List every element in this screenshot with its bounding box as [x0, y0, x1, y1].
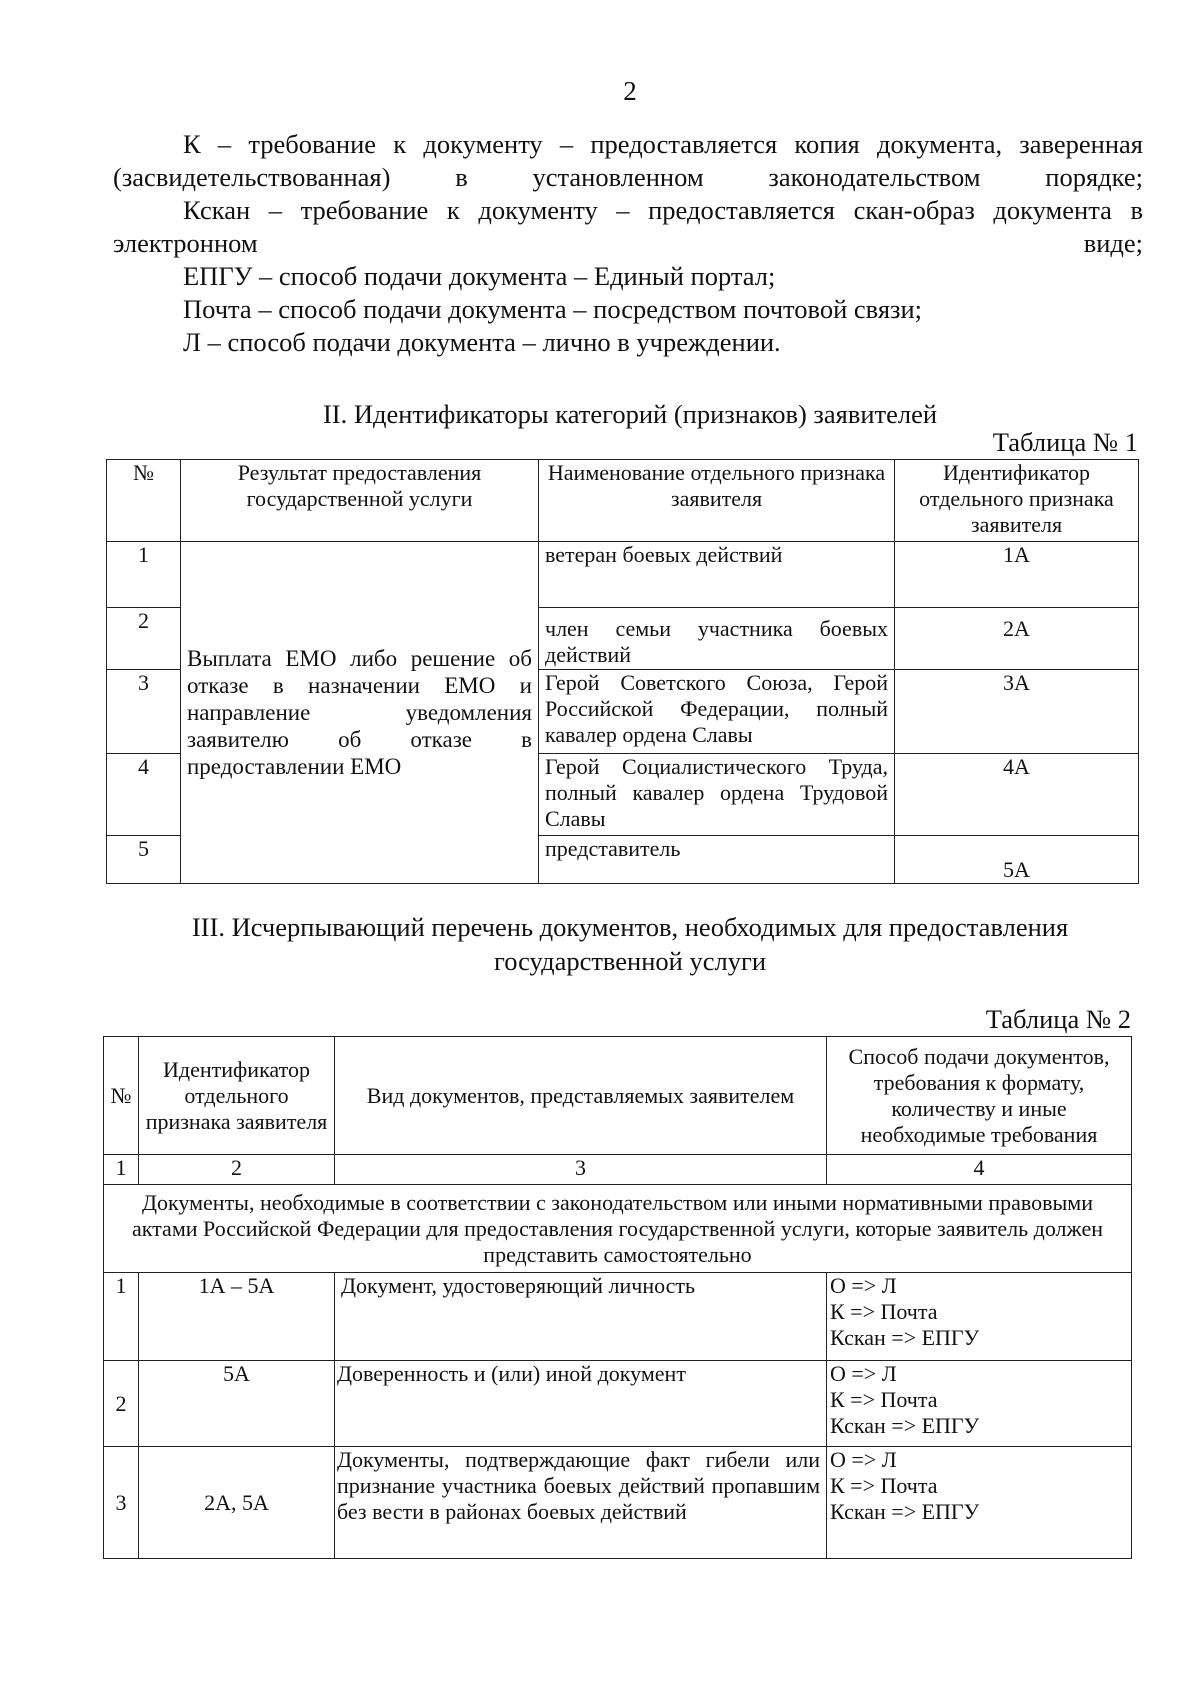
group-header-row — [104, 1185, 1132, 1273]
column-number: 3 — [335, 1155, 827, 1185]
document-type: Документ, удостоверяющий личность — [335, 1273, 827, 1361]
column-number: 4 — [827, 1155, 1132, 1185]
category-id: 1А — [895, 542, 1139, 608]
header-cell: Идентификатор отдельного признака заявителя — [139, 1037, 335, 1155]
submission-method: О => Л К => Почта Кскан => ЕПГУ — [827, 1361, 1132, 1447]
header-cell: Результат предоставления государственной услуги — [181, 460, 539, 542]
row-number: 2 — [107, 608, 181, 670]
document-type: Документы, подтверждающие факт гибели или признание участника боевых действий пропавшим без вести в районах боевых действий — [335, 1447, 827, 1559]
header-cell: Идентификатор отдельного признака заявителя — [895, 460, 1139, 542]
row-number: 1 — [104, 1273, 139, 1361]
section-3-title — [100, 910, 1160, 978]
row-number: 1 — [107, 542, 181, 608]
category-id: 3А — [895, 670, 1139, 754]
category-ids: 2А, 5А — [139, 1447, 335, 1559]
column-numbers-row — [104, 1155, 1132, 1185]
category-id: 4А — [895, 754, 1139, 836]
group-header: Документы, необходимые в соответствии с законодательством или иными нормативными правовыми актами Российской Федерации для предоставления государственной услуги, которые заявитель должен представить самостоятельно — [104, 1185, 1132, 1273]
section-3-title-line: государственной услуги — [493, 946, 767, 976]
row-number: 3 — [104, 1447, 139, 1559]
column-number: 1 — [104, 1155, 139, 1185]
page-number: 2 — [623, 76, 637, 106]
row-number: 5 — [107, 836, 181, 884]
category-name: представитель — [539, 836, 895, 884]
table-2-label: Таблица № 2 — [985, 1004, 1131, 1034]
section-2-title: II. Идентификаторы категорий (признаков) заявителей — [322, 399, 938, 429]
service-result-cell: Выплата ЕМО либо решение об отказе в назначении ЕМО и направление уведомления заявителю об отказе в предоставлении ЕМО — [181, 542, 539, 884]
legend-item: К – требование к документу – предоставляется копия документа, заверенная (засвидетельствованная) в установленном законодательством порядке; — [113, 129, 1143, 192]
section-3-title-line: III. Исчерпывающий перечень документов, необходимых для предоставления — [191, 912, 1069, 942]
category-name: ветеран боевых действий — [539, 542, 895, 608]
table-row — [107, 542, 1139, 608]
category-ids: 5А — [139, 1361, 335, 1447]
submission-method: О => Л К => Почта Кскан => ЕПГУ — [827, 1273, 1132, 1361]
category-id: 2А — [895, 608, 1139, 670]
header-cell: № — [104, 1037, 139, 1155]
category-id: 5А — [895, 836, 1139, 884]
legend-item: Кскан – требование к документу – предоставляется скан-образ документа в электронном виде; — [113, 195, 1143, 258]
header-cell: Вид документов, представляемых заявителем — [335, 1037, 827, 1155]
document-type: Доверенность и (или) иной документ — [335, 1361, 827, 1447]
documents-table — [103, 1036, 1132, 1559]
row-number: 2 — [104, 1361, 139, 1447]
table-row — [104, 1273, 1132, 1361]
table-header-row — [107, 460, 1139, 542]
column-number: 2 — [139, 1155, 335, 1185]
legend-item: ЕПГУ – способ подачи документа – Единый портал; — [183, 261, 776, 291]
header-cell: Наименование отдельного признака заявителя — [539, 460, 895, 542]
header-cell: № — [107, 460, 181, 542]
applicant-categories-table — [106, 459, 1139, 884]
table-header-row — [104, 1037, 1132, 1155]
row-number: 3 — [107, 670, 181, 754]
category-name: член семьи участника боевых действий — [539, 608, 895, 670]
legend-item: Почта – способ подачи документа – посредством почтовой связи; — [183, 294, 923, 324]
category-ids: 1А – 5А — [139, 1273, 335, 1361]
row-number: 4 — [107, 754, 181, 836]
legend-item: Л – способ подачи документа – лично в учреждении. — [183, 327, 781, 357]
table-row — [104, 1447, 1132, 1559]
table-1-label: Таблица № 1 — [992, 427, 1138, 457]
submission-method: О => Л К => Почта Кскан => ЕПГУ — [827, 1447, 1132, 1559]
category-name: Герой Советского Союза, Герой Российской Федерации, полный кавалер ордена Славы — [539, 670, 895, 754]
legend-block — [113, 128, 1143, 359]
table-row — [104, 1361, 1132, 1447]
category-name: Герой Социалистического Труда, полный кавалер ордена Трудовой Славы — [539, 754, 895, 836]
header-cell: Способ подачи документов, требования к формату, количеству и иные необходимые требования — [827, 1037, 1132, 1155]
